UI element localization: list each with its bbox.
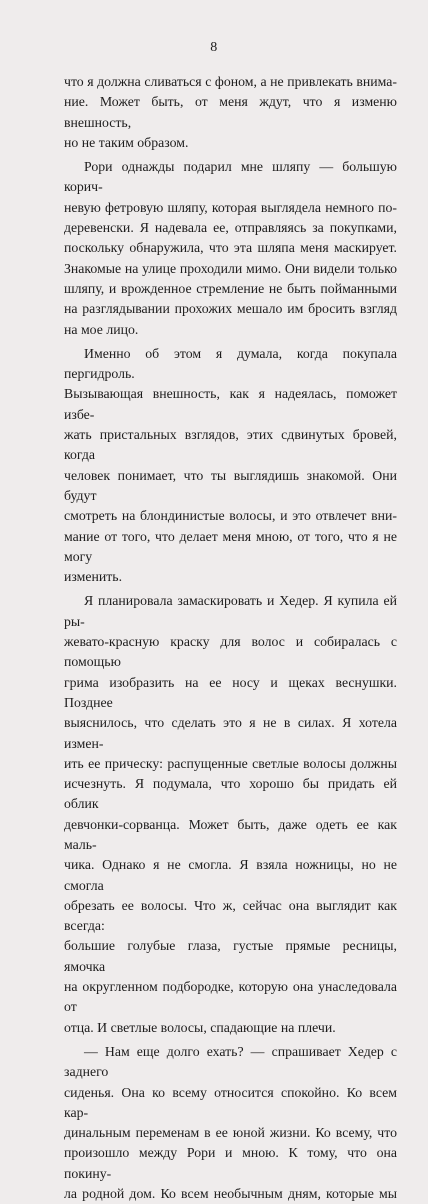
text-line: человек понимает, что ты выглядишь знакомой. Они будут bbox=[64, 467, 397, 503]
text-line: невую фетровую шляпу, которая выглядела немного по- bbox=[64, 199, 397, 215]
text-line: выяснилось, что сделать это я не в силах. Я хотела измен- bbox=[64, 715, 397, 751]
text-line: обрезать ее волосы. Что ж, сейчас она выглядит как всегда: bbox=[64, 897, 397, 934]
text-line: мание от того, что делает меня мною, от того, что я не могу bbox=[64, 528, 397, 564]
text-line: ить ее прическу: распущенные светлые волосы должны bbox=[64, 755, 397, 771]
text-line: исчезнуть. Я подумала, что хорошо бы придать ей облик bbox=[64, 776, 397, 812]
text-line: большие голубые глаза, густые прямые ресницы, ямочка bbox=[64, 938, 397, 974]
text-line: ние. Может быть, от меня ждут, что я изменю внешность, bbox=[64, 94, 397, 130]
text-line: жать пристальных взглядов, этих сдвинутых бровей, когда bbox=[64, 427, 397, 463]
text-line: Именно об этом я думала, когда покупала пергидроль. bbox=[64, 345, 397, 382]
text-line: грима изобразить на ее носу и щеках веснушки. Позднее bbox=[64, 674, 397, 710]
text-line: на округленном подбородке, которую она унаследовала от bbox=[64, 979, 397, 1015]
text-line: Я планировала замаскировать и Хедер. Я купила ей ры- bbox=[64, 593, 397, 629]
text-line: что я должна сливаться с фоном, а не привлекать внима- bbox=[64, 74, 397, 89]
text-line: но не таким образом. bbox=[64, 134, 189, 150]
text-line: деревенски. Я надевала ее, отправляясь за покупками, bbox=[64, 220, 397, 236]
text-line: Рори однажды подарил мне шляпу — большую корич- bbox=[64, 159, 397, 195]
text-line: на мое лицо. bbox=[64, 321, 139, 337]
text-line: отца. И светлые волосы, спадающие на плечи. bbox=[64, 1019, 336, 1035]
text-line: Вызывающая внешность, как я надеялась, поможет избе- bbox=[64, 386, 397, 422]
text-line: чика. Однако я не смогла. Я взяла ножницы, но не смогла bbox=[64, 857, 397, 893]
text-line: девчонки-сорванца. Может быть, даже одеть ее как маль- bbox=[64, 816, 397, 852]
text-line: произошло между Рори и мною. К тому, что она покину- bbox=[64, 1145, 397, 1181]
text-line: сиденья. Она ко всему относится спокойно. Ко всем кар- bbox=[64, 1084, 397, 1120]
text-line: — Нам еще долго ехать? — спрашивает Хедер с заднего bbox=[64, 1043, 397, 1080]
text-line: ла родной дом. Ко всем необычным дням, которые мы bbox=[64, 1186, 397, 1202]
page-number: 8 bbox=[210, 40, 218, 55]
text-line: Знакомые на улице проходили мимо. Они видели только bbox=[64, 260, 397, 276]
text-line: изменить. bbox=[64, 569, 123, 585]
text-line: динальным переменам в ее юной жизни. Ко всему, что bbox=[64, 1125, 397, 1141]
text-line: на разглядывании прохожих мешало им бросить взгляд bbox=[64, 301, 397, 317]
text-line: шляпу, и врожденное стремление не быть пойманными bbox=[64, 280, 397, 296]
text-line: смотреть на блондинистые волосы, и это отвлечет вни- bbox=[64, 508, 397, 524]
text-line: жевато-красную краску для волос и собиралась с помощью bbox=[64, 634, 397, 670]
text-line: поскольку обнаружила, что эта шляпа меня маскирует. bbox=[64, 240, 397, 256]
body-text bbox=[64, 72, 397, 1204]
